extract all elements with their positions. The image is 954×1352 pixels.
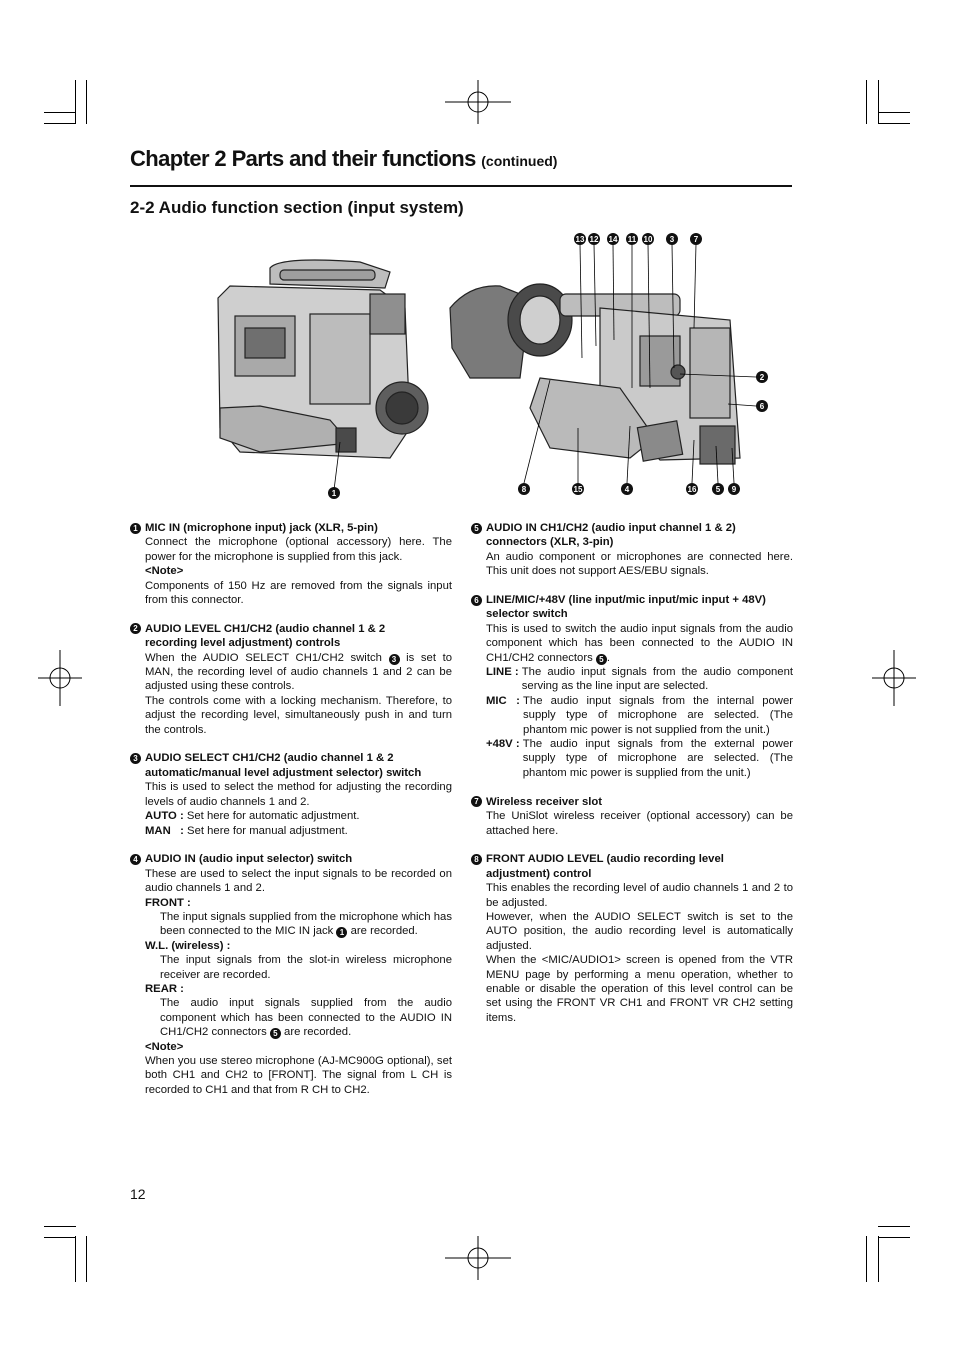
item-heading [471, 593, 793, 622]
option-wl-label: W.L. (wireless) : [145, 939, 231, 952]
svg-text:13: 13 [575, 235, 585, 244]
chapter-title-text: Chapter 2 Parts and their functions [130, 146, 476, 171]
option-term: MAN : [145, 824, 188, 837]
svg-text:11: 11 [627, 235, 637, 244]
callout-13 [574, 233, 586, 245]
crop-mark [866, 80, 867, 124]
crop-mark [878, 123, 910, 124]
item-2 [130, 622, 452, 737]
option-mic [486, 694, 793, 737]
camera-figure [200, 228, 800, 504]
chapter-continued: (continued) [481, 153, 558, 169]
svg-text:15: 15 [573, 485, 583, 494]
ref-number: 1 [336, 927, 347, 938]
registration-mark-top [445, 80, 511, 124]
option-line [486, 665, 793, 694]
option-front-desc [160, 910, 452, 939]
page-number: 12 [130, 1186, 146, 1202]
item-heading [130, 852, 452, 866]
callout-9 [728, 483, 740, 495]
item-body [486, 622, 793, 665]
callout-7 [690, 233, 702, 245]
item-6 [471, 593, 793, 780]
option-man [145, 824, 452, 838]
option-term: MIC : [486, 694, 524, 707]
svg-text:2: 2 [759, 373, 765, 382]
item-title: MIC IN (microphone input) jack (XLR, 5-pin) [145, 522, 378, 534]
svg-text:10: 10 [643, 235, 653, 244]
body-text: are recorded. [284, 1026, 352, 1039]
item-7 [471, 795, 793, 838]
crop-mark [75, 1236, 76, 1282]
item-title-line1: FRONT AUDIO LEVEL (audio recording level [486, 853, 724, 866]
svg-text:9: 9 [731, 485, 737, 494]
crop-mark [866, 1236, 867, 1282]
item-body: An audio component or microphones are connected here. This unit does not support AES/EBU signals. [486, 550, 793, 578]
option-term: AUTO : [145, 810, 187, 823]
body-text: are recorded. [350, 925, 418, 938]
crop-mark [878, 1237, 910, 1238]
callout-1 [328, 487, 340, 499]
callout-3 [666, 233, 678, 245]
item-title: Wireless receiver slot [486, 795, 603, 808]
item-title-line2: adjustment) control [486, 867, 592, 880]
item-title-line1: AUDIO IN CH1/CH2 (audio input channel 1 & 2) [486, 522, 736, 534]
item-body-2: However, when the AUDIO SELECT switch is set to the AUTO position, the audio recording level is automatically adjusted. [486, 910, 793, 952]
chapter-title [130, 146, 557, 172]
callout-16 [686, 483, 698, 495]
callout-10 [642, 233, 654, 245]
item-body-3: When the <MIC/AUDIO1> screen is opened from the VTR MENU page by performing a menu operation, whether to enable or disable the operation of this level control can be set using the FRONT VR CH1 and FRONT VR CH2 setting items. [486, 954, 793, 1024]
crop-mark [878, 1226, 910, 1227]
option-wl-desc: The input signals from the slot-in wireless microphone receiver are recorded. [160, 954, 452, 981]
item-number: 1 [130, 523, 141, 534]
option-48v [486, 737, 793, 780]
item-body: This is used to select the method for adjusting the recording levels of audio channels 1 and 2. [145, 781, 452, 808]
crop-mark [86, 1236, 87, 1282]
crop-mark [878, 1236, 879, 1282]
right-column [471, 521, 793, 1040]
svg-text:3: 3 [669, 235, 675, 244]
callout-11 [626, 233, 638, 245]
item-heading [471, 795, 793, 809]
registration-mark-bottom [445, 1236, 511, 1280]
option-desc: The audio input signals from the external power supply type of microphone are selected. (The phantom mic power is supplied from the unit.) [522, 738, 793, 779]
left-column [130, 521, 452, 1112]
crop-mark [44, 1226, 76, 1227]
svg-text:8: 8 [521, 485, 527, 494]
item-title-line1: AUDIO SELECT CH1/CH2 (audio channel 1 & 2 [145, 752, 394, 765]
svg-text:1: 1 [331, 489, 337, 498]
option-desc: The audio input signals from the internal power supply type of microphone are selected. (The phantom mic power is not supplied from the unit.) [523, 694, 793, 736]
option-desc: The audio input signals from the audio component serving as the line input are selected. [521, 666, 793, 693]
option-term: +48V : [486, 738, 523, 751]
item-3 [130, 751, 452, 837]
ref-number: 5 [270, 1028, 281, 1039]
option-front-label: FRONT : [145, 896, 191, 909]
section-title: 2-2 Audio function section (input system) [130, 198, 464, 217]
item-number: 8 [471, 854, 482, 865]
item-title: AUDIO IN (audio input selector) switch [145, 853, 353, 866]
item-body-2: The controls come with a locking mechanism. Therefore, to adjust the recording level, simultaneously push in and turn the controls. [145, 694, 452, 736]
svg-text:7: 7 [693, 235, 699, 244]
svg-text:5: 5 [715, 485, 721, 494]
callout-6 [756, 400, 768, 412]
callout-2 [756, 371, 768, 383]
option-term: LINE : [486, 666, 522, 679]
item-8 [471, 852, 793, 1025]
crop-mark [878, 112, 910, 113]
item-number: 5 [471, 523, 482, 534]
note-text: When you use stereo microphone (AJ-MC900G optional), set both CH1 and CH2 to [FRONT]. The signal from L CH is recorded to CH1 and that from R CH to CH2. [145, 1054, 452, 1096]
item-heading [471, 521, 793, 550]
item-heading [471, 852, 793, 881]
crop-mark [44, 1237, 76, 1238]
svg-text:4: 4 [624, 485, 630, 494]
item-body [145, 651, 452, 694]
item-number: 2 [130, 623, 141, 634]
svg-text:12: 12 [589, 235, 599, 244]
note-text: Components of 150 Hz are removed from the signals input from this connector. [145, 579, 452, 607]
option-auto [145, 809, 452, 823]
callout-4 [621, 483, 633, 495]
svg-text:14: 14 [608, 235, 618, 244]
ref-number: 5 [596, 654, 607, 665]
item-body-1: This enables the recording level of audio channels 1 and 2 to be adjusted. [486, 882, 793, 909]
body-text: The input signals supplied from the microphone which has been connected to the MIC IN jack [160, 910, 452, 938]
item-heading [130, 751, 452, 780]
item-body: These are used to select the input signals to be recorded on audio channels 1 and 2. [145, 867, 452, 895]
item-body: The UniSlot wireless receiver (optional accessory) can be attached here. [486, 810, 793, 837]
crop-mark [86, 80, 87, 124]
option-rear-desc [160, 996, 452, 1039]
callout-8 [518, 483, 530, 495]
item-title-line1: LINE/MIC/+48V (line input/mic input/mic input + 48V) [486, 594, 766, 607]
item-number: 7 [471, 796, 482, 807]
item-heading [130, 521, 452, 535]
item-number: 6 [471, 595, 482, 606]
item-title-line2: automatic/manual level adjustment selector) switch [145, 766, 422, 779]
body-text: This is used to switch the audio input signals from the audio component which has been connected to the AUDIO IN CH1/CH2 connectors [486, 622, 793, 664]
body-text: is set to MAN, the recording level of audio channels 1 and 2 can be adjusted using these controls. [145, 651, 453, 693]
crop-mark [44, 123, 76, 124]
item-title-line2: selector switch [486, 608, 568, 621]
item-4 [130, 852, 452, 1097]
item-heading [130, 622, 452, 651]
svg-text:6: 6 [759, 402, 765, 411]
crop-mark [878, 80, 879, 124]
item-title-line2: recording level adjustment) controls [145, 637, 341, 650]
item-body: Connect the microphone (optional accessory) here. The power for the microphone is supplied from this jack. [145, 536, 452, 563]
body-text: The audio input signals supplied from the audio component which has been connected to the AUDIO IN CH1/CH2 connectors [160, 997, 452, 1039]
item-5 [471, 521, 793, 579]
registration-mark-left [38, 650, 82, 706]
crop-mark [44, 112, 76, 113]
item-title-line2: connectors (XLR, 3-pin) [486, 536, 614, 549]
option-desc: Set here for manual adjustment. [187, 824, 348, 837]
callout-14 [607, 233, 619, 245]
note-label: <Note> [145, 565, 184, 578]
item-title-line1: AUDIO LEVEL CH1/CH2 (audio channel 1 & 2 [145, 622, 386, 635]
header-rule [130, 185, 792, 187]
item-1 [130, 521, 452, 607]
item-number: 3 [130, 753, 141, 764]
crop-mark [75, 80, 76, 124]
option-rear-label: REAR : [145, 982, 184, 995]
callout-12 [588, 233, 600, 245]
body-text: . [606, 651, 611, 664]
item-number: 4 [130, 854, 141, 865]
callout-15 [572, 483, 584, 495]
svg-text:16: 16 [687, 485, 697, 494]
note-label: <Note> [145, 1040, 184, 1053]
callout-5 [712, 483, 724, 495]
camera-left-view [218, 260, 428, 458]
ref-number: 3 [389, 654, 400, 665]
body-text: When the AUDIO SELECT CH1/CH2 switch [145, 651, 382, 664]
option-desc: Set here for automatic adjustment. [186, 810, 360, 823]
registration-mark-right [872, 650, 916, 706]
